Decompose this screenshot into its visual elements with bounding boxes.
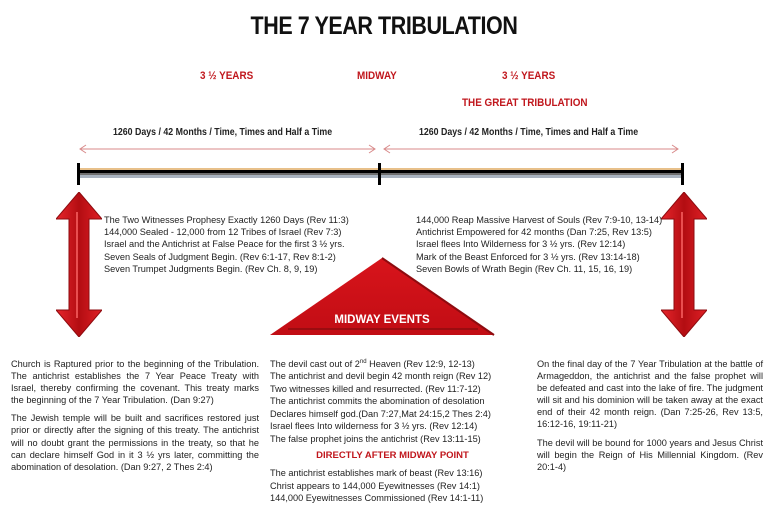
list-item: Declares himself god.(Dan 7:27,Mat 24:15,2 Thes 2:4) xyxy=(270,408,491,419)
list-item: Israel and the Antichrist at False Peace for the first 3 ½ yrs. xyxy=(104,239,345,250)
start-column xyxy=(11,358,259,479)
first-half-label: 3 ½ YEARS xyxy=(200,70,254,82)
timeline-midway-tick xyxy=(378,163,381,185)
timeline-end-tick xyxy=(681,163,684,185)
start-paragraph: Church is Raptured prior to the beginning of the Tribulation. The antichrist establishes the 7 Year Peace Treaty with Israel, thereby confirming the covenant. This treaty marks the beginning of the 7 Year Tribulation. (Dan 9:27) xyxy=(11,359,259,406)
timeline-start-tick xyxy=(77,163,80,185)
end-paragraph: On the final day of the 7 Year Tribulation at the battle of Armageddon, the antichrist and the false prophet will be defeated and cast into the lake of fire. The judgment will sit and his dominion will be taken away at the exact end of their 42 month reign. (Dan 7:25-26, Rev 13:5, 16:12-16, 19:11-21) xyxy=(537,359,763,430)
list-item: 144,000 Eyewitnesses Commissioned (Rev 14:1-11) xyxy=(270,493,484,504)
list-item: Seven Seals of Judgment Begin. (Rev 6:1-17, Rev 8:1-2) xyxy=(104,251,336,262)
end-paragraph: The devil will be bound for 1000 years and Jesus Christ will begin the Reign of His Millennial Kingdom. (Rev 20:1-4) xyxy=(537,437,763,472)
list-item: Israel flees Into wilderness for 3 ½ yrs. (Rev 12:14) xyxy=(270,421,478,432)
list-item: Seven Trumpet Judgments Begin. (Rev Ch. 8, 9, 19) xyxy=(104,263,318,274)
list-item: The antichrist commits the abomination of desolation xyxy=(270,396,485,407)
midway-column xyxy=(270,356,515,505)
span-arrows xyxy=(70,142,690,156)
end-double-arrow-icon xyxy=(661,192,707,337)
period-left-label: 1260 Days / 42 Months / Time, Times and Half a Time xyxy=(113,127,333,138)
list-item: Seven Bowls of Wrath Begin (Rev Ch. 11, 15, 16, 19) xyxy=(416,263,633,274)
list-item: The Two Witnesses Prophesy Exactly 1260 Days (Rev 11:3) xyxy=(104,215,349,225)
after-midway-heading: DIRECTLY AFTER MIDWAY POINT xyxy=(316,449,469,461)
page-title: THE 7 YEAR TRIBULATION xyxy=(250,12,518,40)
list-item: Antichrist Empowered for 42 months (Dan 7:25, Rev 13:5) xyxy=(416,227,652,238)
list-item: 144,000 Reap Massive Harvest of Souls (Rev 7:9-10, 13-14) xyxy=(416,215,663,225)
list-item: Christ appears to 144,000 Eyewitnesses (Rev 14:1) xyxy=(270,480,480,491)
list-item: Israel flees Into Wilderness for 3 ½ yrs. (Rev 12:14) xyxy=(416,239,626,250)
list-item: The antichrist establishes mark of beast (Rev 13:16) xyxy=(270,468,483,479)
timeline-bar xyxy=(79,168,683,179)
period-right-label: 1260 Days / 42 Months / Time, Times and Half a Time xyxy=(419,127,639,138)
start-paragraph: The Jewish temple will be built and sacrifices restored just prior or directly after the signing of this treaty. The antichrist will no doubt grant the permissions in the treaty, so that he can declare himself God in it 3 ½ yrs later, committing the abomination of desolation. (Dan 9:27, 2 Thes 2:4) xyxy=(11,413,259,472)
end-column xyxy=(537,358,763,479)
list-item: 144,000 Sealed - 12,000 from 12 Tribes of Israel (Rev 7:3) xyxy=(104,227,342,238)
midway-events-label: MIDWAY EVENTS xyxy=(334,314,430,326)
second-half-label: 3 ½ YEARS xyxy=(502,70,556,82)
list-item: The false prophet joins the antichrist (Rev 13:11-15) xyxy=(270,433,481,444)
list-item: Mark of the Beast Enforced for 3 ½ yrs. (Rev 13:14-18) xyxy=(416,251,640,262)
midway-label: MIDWAY xyxy=(357,70,397,82)
list-item: Two witnesses killed and resurrected. (Rev 11:7-12) xyxy=(270,383,481,394)
list-item: The devil cast out of 2nd Heaven (Rev 12:9, 12-13) xyxy=(270,359,475,370)
list-item: The antichrist and devil begin 42 month reign (Rev 12) xyxy=(270,371,492,382)
start-double-arrow-icon xyxy=(56,192,102,337)
great-tribulation-label: THE GREAT TRIBULATION xyxy=(462,97,588,109)
